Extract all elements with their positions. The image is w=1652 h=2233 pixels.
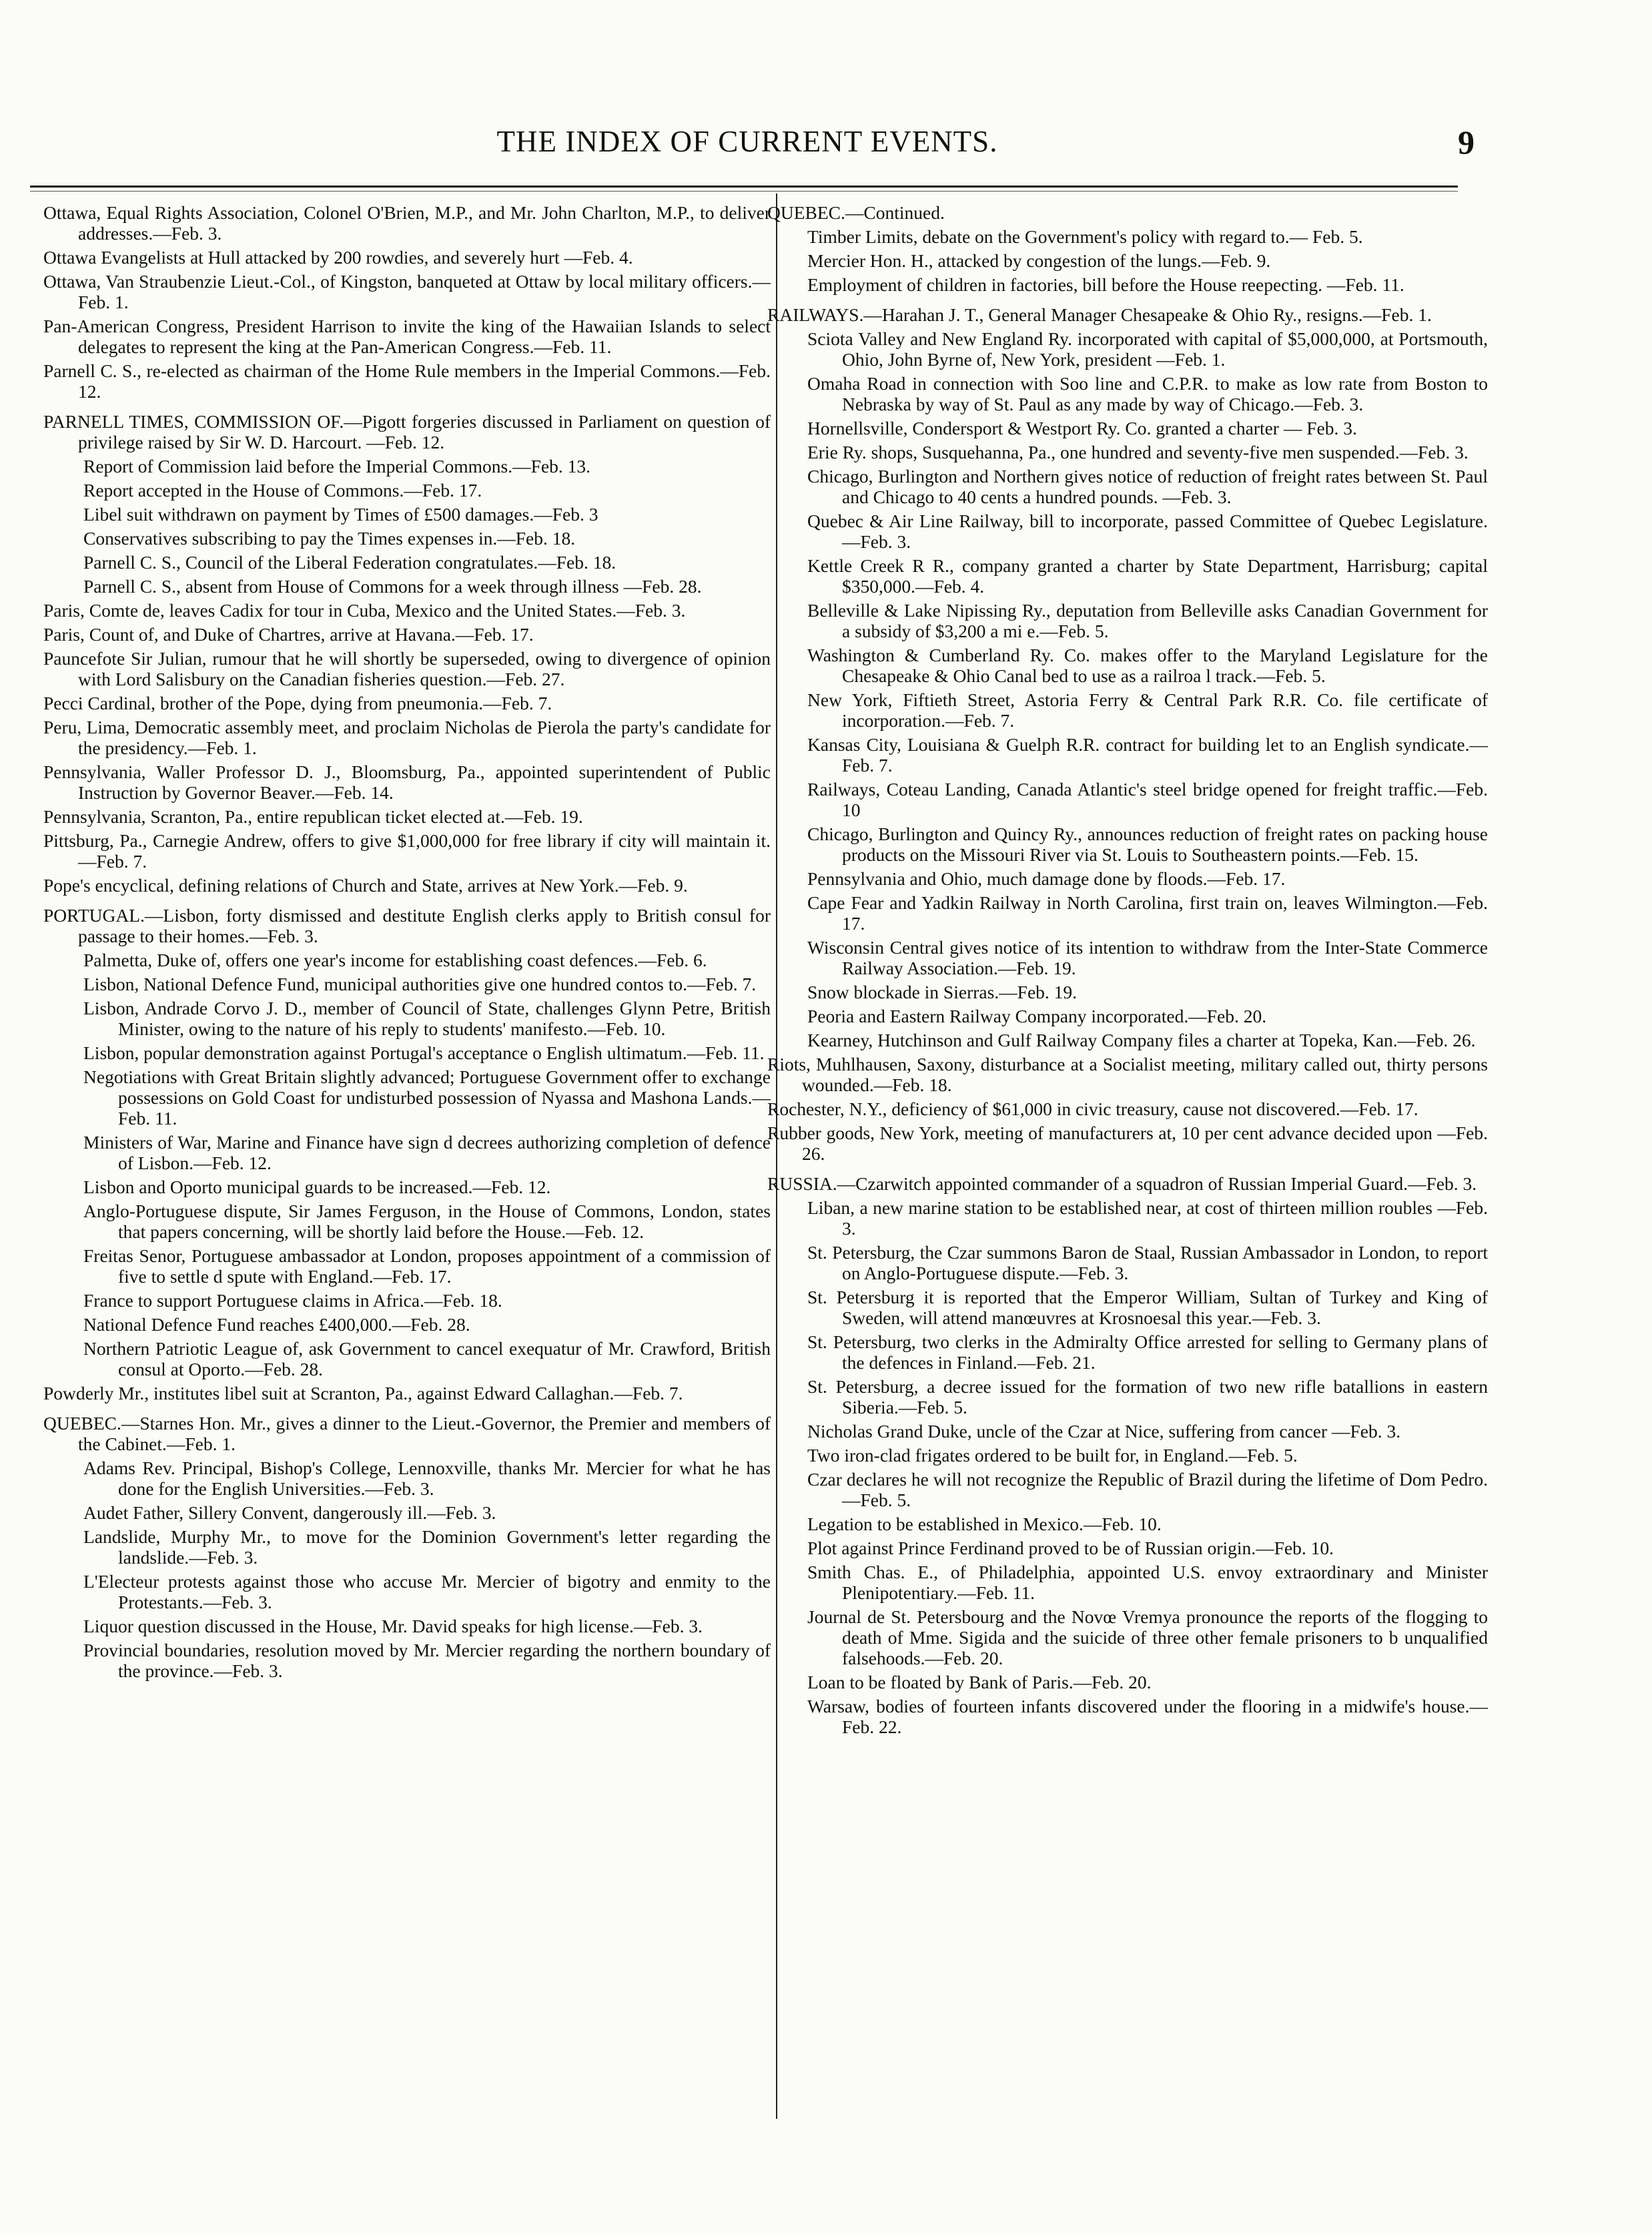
index-entry: Pittsburg, Pa., Carnegie Andrew, offers to give $1,000,000 for free library if city will maintain it.—Feb. 7. [43,830,771,872]
index-entry: New York, Fiftieth Street, Astoria Ferry & Central Park R.R. Co. file certificate of incorporation.—Feb. 7. [807,689,1488,731]
index-entry: Provincial boundaries, resolution moved by Mr. Mercier regarding the northern boundary of the province.—Feb. 3. [83,1640,771,1681]
index-entry: Legation to be established in Mexico.—Feb. 10. [807,1514,1162,1534]
index-entry: Paris, Comte de, leaves Cadix for tour in Cuba, Mexico and the United States.—Feb. 3. [43,600,686,621]
index-entry: Pennsylvania and Ohio, much damage done by floods.—Feb. 17. [807,868,1286,889]
index-entry: Lisbon, popular demonstration against Portugal's acceptance o English ultimatum.—Feb. 11. [83,1042,765,1063]
left-column [43,202,771,1684]
index-entry: Wisconsin Central gives notice of its intention to withdraw from the Inter-State Commerce Railway Association.—Feb. 19. [807,937,1488,978]
index-entry: Pan-American Congress, President Harrison to invite the king of the Hawaiian Islands to select delegates to represent the king at the Pan-American Congress.—Feb. 11. [43,316,771,357]
index-entry: Anglo-Portuguese dispute, Sir James Ferguson, in the House of Commons, London, states that papers concerning, will be shortly laid before the House.—Feb. 12. [83,1201,771,1242]
index-entry: Loan to be floated by Bank of Paris.—Feb. 20. [807,1672,1152,1692]
index-entry: Parnell C. S., re-elected as chairman of the Home Rule members in the Imperial Commons.—Feb. 12. [43,360,771,402]
index-entry: Peoria and Eastern Railway Company incorporated.—Feb. 20. [807,1006,1267,1026]
index-entry: St. Petersburg it is reported that the Emperor William, Sultan of Turkey and King of Sweden, will attend manœuvres at Krosnoesal this year.—Feb. 3. [807,1287,1488,1328]
index-entry: Timber Limits, debate on the Government's policy with regard to.— Feb. 5. [807,226,1363,247]
index-entry: Czar declares he will not recognize the Republic of Brazil during the lifetime of Dom Pedro.—Feb. 5. [807,1469,1488,1510]
index-entry: Parnell C. S., Council of the Liberal Federation congratulates.—Feb. 18. [83,552,616,573]
index-entry: Pennsylvania, Scranton, Pa., entire republican ticket elected at.—Feb. 19. [43,806,583,827]
index-entry: National Defence Fund reaches £400,000.—Feb. 28. [83,1314,470,1335]
header-rule [30,186,1458,188]
index-entry: Parnell C. S., absent from House of Commons for a week through illness —Feb. 28. [83,576,702,597]
header-rule-thin [30,191,1458,192]
index-section-heading: RAILWAYS.—Harahan J. T., General Manager Chesapeake & Ohio Ry., resigns.—Feb. 1. [767,304,1432,325]
index-entry: Powderly Mr., institutes libel suit at Scranton, Pa., against Edward Callaghan.—Feb. 7. [43,1383,683,1403]
right-column [767,202,1488,1740]
index-entry: St. Petersburg, two clerks in the Admiralty Office arrested for selling to Germany plans of the defences in Finland.—Feb. 21. [807,1331,1488,1373]
index-entry: L'Electeur protests against those who accuse Mr. Mercier of bigotry and enmity to the Protestants.—Feb. 3. [83,1571,771,1612]
index-entry: Sciota Valley and New England Ry. incorporated with capital of $5,000,000, at Portsmouth, Ohio, John Byrne of, New York, president —Feb. 1. [807,328,1488,370]
index-entry: Omaha Road in connection with Soo line and C.P.R. to make as low rate from Boston to Nebraska by way of St. Paul as any made by way of Chicago.—Feb. 3. [807,373,1488,414]
index-entry: Report accepted in the House of Commons.—Feb. 17. [83,480,482,501]
index-entry: Employment of children in factories, bill before the House reepecting. —Feb. 11. [807,274,1404,295]
index-entry: Mercier Hon. H., attacked by congestion of the lungs.—Feb. 9. [807,250,1271,271]
index-entry: Kansas City, Louisiana & Guelph R.R. contract for building let to an English syndicate.—Feb. 7. [807,734,1488,775]
index-entry: Washington & Cumberland Ry. Co. makes offer to the Maryland Legislature for the Chesapeake & Ohio Canal bed to use as a railroa l track.—Feb. 5. [807,645,1488,686]
index-entry: France to support Portuguese claims in Africa.—Feb. 18. [83,1290,502,1311]
index-entry: Ministers of War, Marine and Finance have sign d decrees authorizing completion of defence of Lisbon.—Feb. 12. [83,1132,771,1173]
index-entry: Lisbon, Andrade Corvo J. D., member of Council of State, challenges Glynn Petre, British Minister, owing to the nature of his reply to students' manifesto.—Feb. 10. [83,998,771,1039]
index-entry: Journal de St. Petersbourg and the Novœ Vremya pronounce the reports of the flogging to death of Mme. Sigida and the suicide of three other female prisoners to b unqualified falsehoods.—Feb. 20. [807,1606,1488,1668]
index-entry: Ottawa, Equal Rights Association, Colonel O'Brien, M.P., and Mr. John Charlton, M.P., to deliver addresses.—Feb. 3. [43,202,771,244]
index-entry: St. Petersburg, the Czar summons Baron de Staal, Russian Ambassador in London, to report on Anglo-Portuguese dispute.—Feb. 3. [807,1242,1488,1283]
index-entry: Railways, Coteau Landing, Canada Atlantic's steel bridge opened for freight traffic.—Feb. 10 [807,779,1488,820]
index-entry: Belleville & Lake Nipissing Ry., deputation from Belleville asks Canadian Government for a subsidy of $3,200 a mi e.—Feb. 5. [807,600,1488,641]
index-entry: Snow blockade in Sierras.—Feb. 19. [807,982,1078,1002]
index-entry: Audet Father, Sillery Convent, dangerously ill.—Feb. 3. [83,1502,496,1523]
index-entry: Lisbon and Oporto municipal guards to be increased.—Feb. 12. [83,1177,551,1197]
index-entry: Warsaw, bodies of fourteen infants discovered under the flooring in a midwife's house.—Feb. 22. [807,1696,1488,1737]
index-entry: Rochester, N.Y., deficiency of $61,000 in civic treasury, cause not discovered.—Feb. 17. [767,1098,1418,1119]
index-entry: Liban, a new marine station to be established near, at cost of thirteen million roubles —Feb. 3. [807,1197,1488,1239]
index-entry: Palmetta, Duke of, offers one year's income for establishing coast defences.—Feb. 6. [83,950,707,970]
index-entry: St. Petersburg, a decree issued for the formation of two new rifle batallions in eastern Siberia.—Feb. 5. [807,1376,1488,1417]
index-entry: Kettle Creek R R., company granted a charter by State Department, Harrisburg; capital $350,000.—Feb. 4. [807,555,1488,597]
index-entry: Hornellsville, Condersport & Westport Ry. Co. granted a charter — Feb. 3. [807,418,1357,438]
index-entry: Kearney, Hutchinson and Gulf Railway Company files a charter at Topeka, Kan.—Feb. 26. [807,1030,1476,1050]
index-entry: Plot against Prince Ferdinand proved to be of Russian origin.—Feb. 10. [807,1538,1334,1558]
index-entry: Ottawa, Van Straubenzie Lieut.-Col., of Kingston, banqueted at Ottaw by local military officers.—Feb. 1. [43,271,771,312]
index-entry: Paris, Count of, and Duke of Chartres, arrive at Havana.—Feb. 17. [43,624,534,645]
index-entry: Ottawa Evangelists at Hull attacked by 200 rowdies, and severely hurt —Feb. 4. [43,247,633,268]
index-entry: Rubber goods, New York, meeting of manufacturers at, 10 per cent advance decided upon —Feb. 26. [767,1123,1488,1164]
index-entry: Adams Rev. Principal, Bishop's College, Lennoxville, thanks Mr. Mercier for what he has done for the English Universities.—Feb. 3. [83,1458,771,1499]
index-entry: Chicago, Burlington and Northern gives notice of reduction of freight rates between St. Paul and Chicago to 40 cents a hundred pounds. —Feb. 3. [807,466,1488,507]
index-entry: Pauncefote Sir Julian, rumour that he will shortly be superseded, owing to divergence of opinion with Lord Salisbury on the Canadian fisheries question.—Feb. 27. [43,648,771,689]
index-continued-label: QUEBEC.—Continued. [767,202,945,223]
index-entry: Pennsylvania, Waller Professor D. J., Bloomsburg, Pa., appointed superintendent of Public Instruction by Governor Beaver.—Feb. 14. [43,761,771,803]
index-entry: Chicago, Burlington and Quincy Ry., announces reduction of freight rates on packing house products on the Missouri River via St. Louis to Southeastern points.—Feb. 15. [807,824,1488,865]
index-section-heading: QUEBEC.—Starnes Hon. Mr., gives a dinner to the Lieut.-Governor, the Premier and members of the Cabinet.—Feb. 1. [43,1413,771,1454]
index-entry: Erie Ry. shops, Susquehanna, Pa., one hundred and seventy-five men suspended.—Feb. 3. [807,442,1469,462]
index-entry: Report of Commission laid before the Imperial Commons.—Feb. 13. [83,456,590,476]
page-title: THE INDEX OF CURRENT EVENTS. [496,125,998,158]
index-entry: Smith Chas. E., of Philadelphia, appointed U.S. envoy extraordinary and Minister Plenipotentiary.—Feb. 11. [807,1562,1488,1603]
index-entry: Cape Fear and Yadkin Railway in North Carolina, first train on, leaves Wilmington.—Feb. 17. [807,892,1488,934]
index-entry: Liquor question discussed in the House, Mr. David speaks for high license.—Feb. 3. [83,1616,703,1636]
index-entry: Landslide, Murphy Mr., to move for the Dominion Government's letter regarding the landslide.—Feb. 3. [83,1526,771,1568]
index-entry: Quebec & Air Line Railway, bill to incorporate, passed Committee of Quebec Legislature.—Feb. 3. [807,511,1488,552]
index-section-heading: RUSSIA.—Czarwitch appointed commander of a squadron of Russian Imperial Guard.—Feb. 3. [767,1173,1477,1194]
index-entry: Pope's encyclical, defining relations of Church and State, arrives at New York.—Feb. 9. [43,875,688,896]
index-entry: Riots, Muhlhausen, Saxony, disturbance at a Socialist meeting, military called out, thirty persons wounded.—Feb. 18. [767,1054,1488,1095]
index-section-heading: PORTUGAL.—Lisbon, forty dismissed and destitute English clerks apply to British consul for passage to their homes.—Feb. 3. [43,905,771,946]
index-entry: Libel suit withdrawn on payment by Times of £500 damages.—Feb. 3 [83,504,598,525]
index-entry: Northern Patriotic League of, ask Government to cancel exequatur of Mr. Crawford, British consul at Oporto.—Feb. 28. [83,1338,771,1379]
index-entry: Nicholas Grand Duke, uncle of the Czar at Nice, suffering from cancer —Feb. 3. [807,1421,1401,1442]
index-section-heading: PARNELL TIMES, COMMISSION OF.—Pigott forgeries discussed in Parliament on question of privilege raised by Sir W. D. Harcourt. —Feb. 12. [43,411,771,452]
index-entry: Freitas Senor, Portuguese ambassador at London, proposes appointment of a commission of five to settle d spute with England.—Feb. 17. [83,1245,771,1287]
index-entry: Lisbon, National Defence Fund, municipal authorities give one hundred contos to.—Feb. 7. [83,974,757,994]
page-header [40,123,1475,171]
index-entry: Negotiations with Great Britain slightly advanced; Portuguese Government offer to exchange possessions on Gold Coast for undisturbed possession of Nyassa and Mashona Lands.—Feb. 11. [83,1066,771,1129]
index-entry: Peru, Lima, Democratic assembly meet, and proclaim Nicholas de Pierola the party's candidate for the presidency.—Feb. 1. [43,717,771,758]
index-entry: Pecci Cardinal, brother of the Pope, dying from pneumonia.—Feb. 7. [43,693,552,713]
page-number: 9 [1458,123,1475,161]
index-entry: Two iron-clad frigates ordered to be built for, in England.—Feb. 5. [807,1445,1298,1466]
index-entry: Conservatives subscribing to pay the Times expenses in.—Feb. 18. [83,528,576,549]
